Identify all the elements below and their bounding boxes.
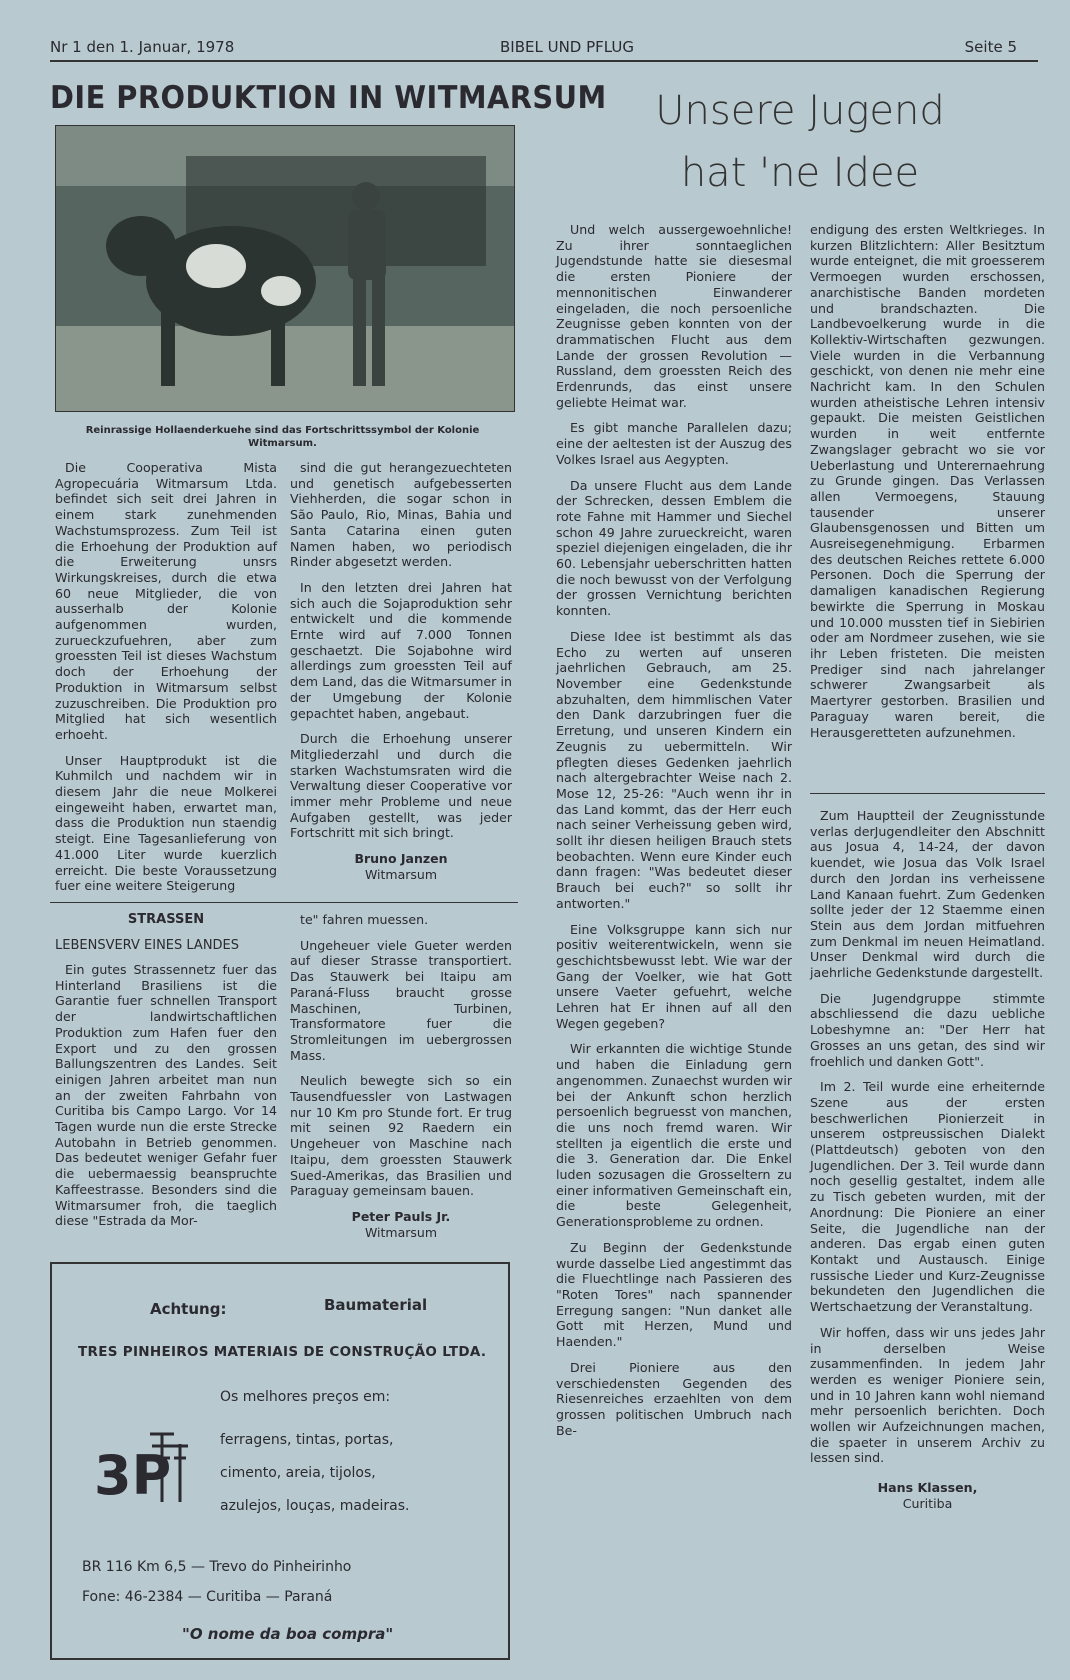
paragraph: Die Cooperativa Mista Agropecuária Witmarsum Ltda. befindet sich seit drei Jahren in einem stark zunehmenden Wachstumsprozess. Zum Teil ist die Erhoehung der Produktion auf die Erweiterung unsrs Wirkungskreises, durch die etwa 60 neue Mitglieder, die von ausserhalb der Kolonie aufgenommen wurden, zurueckzufuehren, aber zum groessten Teil ist dieses Wachstum doch der Erhoehung der Produktion in Witmarsum selbst zuzuschreiben. Die Produktion pro Mitglied hat sich wesentlich erhoeht. [55, 460, 277, 742]
paragraph: sind die gut herangezuechteten und genetisch aufgebesserten Viehherden, die sogar schon in São Paulo, Rio, Minas, Bahia und Santa Catarina einen guten Namen haben, wo periodisch Rinder abgesetzt werden. [290, 460, 512, 570]
ad-product-list [220, 1424, 409, 1523]
author-name: Peter Pauls Jr. [351, 1208, 451, 1224]
ad-product-line: ferragens, tintas, portas, [220, 1432, 394, 1448]
ad-product-line: cimento, areia, tijolos, [220, 1465, 376, 1481]
strassen-column-2 [290, 912, 512, 1240]
paragraph: Diese Idee ist bestimmt als das Echo zu werten auf unseren jaehrlichen Gebrauch, am 25. November eine Gedenkstunde abzuhalten, dem himmlischen Vater den Dank darzubringen fuer die Erretung, und unseren Kindern ein Zeugnis zu uebermitteln. Wir pflegten dieses Gedenken jaehrlich nach altergebrachter Weise nach 2. Mose 12, 25-26: "Auch wenn ihr in das Land kommt, das der Herr euch nach seiner Verheissung geben wird, sollt ihr diesen heiligen Brauch stets beobachten. Wenn eure Kinder euch dann fragen: "Was bedeutet dieser Brauch bei euch?" so sollt ihr antworten." [556, 628, 792, 911]
paragraph: Die Jugendgruppe stimmte abschliessend die dazu uebliche Lobeshymne an: "Der Herr hat Grosses an uns getan, des sind wir froehlich und danken Gott". [810, 990, 1045, 1069]
paragraph: endigung des ersten Weltkrieges. In kurzen Blitzlichtern: Aller Besitztum wurde enteignet, die mit groesserem Vermoegen wurden erschossen, anarchistische Banden mordeten und brandschazten. Die Landbevoelkerung wurde in die Kollektiv-Wirtschaften gezwungen. Viele wurden in die Verbannung geschickt, von denen nie mehr eine Nachricht kam. In den Schulen wurden atheistische Lehren intensiv gepaukt. Die meisten Geistlichen wurden in weit entfernte Zwangslager gebracht wo sie vor Ueberlastung und Unterernaehrung zu Grunde gingen. Das Verlassen allen Vermoegens, Stauung tausender unserer Glaubensgenossen und Bitten um Ausreisegenehmigung. Erbarmen des deutschen Reiches rettete 6.000 Personen. Doch die Sperrung der damaligen kanadischen Regierung bewirkte die Sperrung in Moskau und 10.000 mussten tief in Siebirien oder am Nordmeer zusehen, wie sie ihr Leben fristeten. Die meisten Prediger sind nach jahrelanger schwerer Zwangsarbeit als Maertyrer gestorben. Brasilien und Paraguay waren bereit, die Herausgeretteten aufzunehmen. [810, 222, 1045, 740]
ad-baumaterial: Baumaterial [324, 1296, 428, 1314]
paragraph: Unser Hauptprodukt ist die Kuhmilch und nachdem wir in diesem Jahr die neue Molkerei eingeweiht haben, erwartet man, dass die Produktion nun staendig steigt. Eine Tagesanlieferung von 41.000 Liter wurde kuerzlich erreicht. Die beste Voraussetzung fuer eine weitere Steigerung [55, 752, 277, 894]
ad-intro: Os melhores preços em: [220, 1389, 391, 1405]
advertisement-box [50, 1262, 510, 1660]
ad-contact [82, 1552, 351, 1612]
production-column-2 [290, 460, 512, 883]
paragraph: Ein gutes Strassennetz fuer das Hinterland Brasiliens ist die Garantie fuer schnellen Transport der landwirtschaftlichen Produktion zum Hafen fuer den Export und zu den grossen Ballungszentren des Landes. Seit einigen Jahren arbeitet man nun an der zweiten Fahrbahn von Curitiba bis Campo Largo. Vor 14 Tagen wurde nun die erste Strecke Autobahn in Betrieb genommen. Das bedeutet weniger Gefahr fuer die uebermaessig beanspruchte Kaffeestrasse. Besonders sind die Witmarsumer froh, die taeglich diese "Estrada da Mor- [55, 962, 277, 1229]
jugend-column-1 [556, 222, 792, 1448]
ad-product-line: azulejos, louças, madeiras. [220, 1498, 410, 1514]
paragraph: In den letzten drei Jahren hat sich auch die Sojaproduktion sehr entwickelt und die kommende Ernte wird auf 7.000 Tonnen geschaetzt. Die Sojabohne wird allerdings zum groessten Teil auf dem Land, das die Witmarsumer in der Umgebung der Kolonie gepachtet haben, angebaut. [290, 579, 512, 721]
article-subtitle-strassen: LEBENSVERV EINES LANDES [55, 938, 240, 953]
author-place: Curitiba [902, 1495, 953, 1511]
author-signature [290, 1209, 512, 1240]
newspaper-name: BIBEL UND PFLUG [500, 38, 635, 56]
paragraph: Zu Beginn der Gedenkstunde wurde dasselbe Lied angestimmt das die Fluechtlinge nach Passieren des "Roten Tores" nach spannender Erregung sangen: "Nun danket alle Gott mit Herzen, Mund und Haenden." [556, 1239, 792, 1350]
author-name: Bruno Janzen [354, 851, 448, 867]
cattle-photo [55, 125, 515, 412]
paragraph: Wir erkannten die wichtige Stunde und haben die Einladung gern angenommen. Zunaechst wurden wir bei der Ankunft schon herzlich persoenlich begruesst von manchen, die uns noch fremd waren. Wir stellten ja eigentlich die erste und die 3. Generation dar. Die Enkel luden sozusagen die Grosseltern zu einer informativen Gemeinschaft ein, die beste Gelegenheit, Generationsprobleme zu ordnen. [556, 1041, 792, 1230]
paragraph: Eine Volksgruppe kann sich nur positiv weiterentwickeln, wenn sie geschichtsbewusst lebt. Wie war der Gang der Voelker, wie hat Gott unsere Vaeter gefuehrt, welche Lehren hat Er ihnen auf all den Wegen gegeben? [556, 921, 792, 1031]
paragraph: Da unsere Flucht aus dem Lande der Schrecken, dessen Emblem die rote Fahne mit Hammer und Siechel schon 49 Jahre zurueckreicht, waren speziel diejenigen eingeladen, die ihr 60. Lebensjahr ueberschritten hatten die noch bewusst von der Verfolgung der grossen Vernichtung berichten konnten. [556, 477, 792, 619]
paragraph: Drei Pioniere aus den verschiedensten Gegenden des Riesenreiches erzaehlten von dem grossen politischen Umbruch nach Be- [556, 1359, 792, 1438]
logo-text: 3P [94, 1444, 172, 1504]
headline-line: hat 'ne Idee [680, 150, 920, 196]
article-headline-production: DIE PRODUKTION IN WITMARSUM [50, 80, 607, 116]
section-divider [810, 793, 1045, 794]
page-number: Seite 5 [964, 38, 1017, 56]
paragraph: Und welch aussergewoehnliche! Zu ihrer sonntaeglichen Jugendstunde hatte sie diesesmal die ersten Pioniere der mennonitischen Einwanderer eingeladen, die noch persoenliche Zeugnisse geben konnten von der drammatischen Flucht aus dem Lande der grossen Revolution — Russland, dem groessten Reich des Erdenrunds, das einst unsere geliebte Heimat war. [556, 222, 792, 410]
paragraph: Ungeheuer viele Gueter werden auf dieser Strasse transportiert. Das Stauwerk bei Itaipu am Paraná-Fluss braucht grosse Maschinen, Turbinen, Transformatore fuer die Stromleitungen im uebergrossen Mass. [290, 937, 512, 1063]
jugend-column-3 [810, 808, 1045, 1512]
ad-address: BR 116 Km 6,5 — Trevo do Pinheirinho [82, 1559, 352, 1575]
author-place: Witmarsum [364, 1224, 438, 1240]
author-signature [810, 1480, 1045, 1511]
author-signature [290, 851, 512, 882]
article-headline-jugend [600, 80, 1000, 204]
paragraph: te" fahren muessen. [300, 912, 429, 927]
production-column-1 [55, 460, 277, 904]
issue-date: Nr 1 den 1. Januar, 1978 [50, 38, 235, 56]
ad-company-name: TRES PINHEIROS MATERIAIS DE CONSTRUÇÃO LTDA. [78, 1344, 487, 1360]
author-place: Witmarsum [364, 866, 438, 882]
headline-line: Unsere Jugend [655, 88, 945, 134]
paragraph: Zum Hauptteil der Zeugnisstunde verlas derJugendleiter den Abschnitt aus Josua 4, 14-24, der davon kuendet, wie Josua das Volk Israel durch den Jordan ins verheissene Land Kanaan fuehrt. Zum Gedenken sollte jeder der 12 Staemme einen Stein aus dem Jordan mitfuehren zum Denkmal im neuen Heimatland. Unser Denkmal wird durch die jaehrliche Gedenkstunde dargestellt. [810, 808, 1045, 981]
author-name: Hans Klassen, [877, 1480, 978, 1496]
company-logo-3p [92, 1424, 192, 1504]
paragraph: Wir hoffen, dass wir uns jedes Jahr in derselben Weise zusammenfinden. In jedem Jahr werden es weniger Pioniere sein, und in 10 Jahren kann wohl niemand mehr persoenlich berichten. Doch wollen wir Aufzeichnungen machen, die spaeter in unserem Archiv zu lessen sind. [810, 1324, 1045, 1466]
paragraph: Es gibt manche Parallelen dazu; eine der aeltesten ist der Auszug des Volkes Israel aus Aegypten. [556, 420, 792, 467]
jugend-column-2 [810, 222, 1045, 750]
article-headline-strassen: STRASSEN [127, 912, 205, 927]
ad-phone: Fone: 46-2384 — Curitiba — Paraná [82, 1589, 333, 1605]
paragraph: Im 2. Teil wurde eine erheiternde Szene aus der ersten beschwerlichen Pionierzeit in unserem ostpreussischen Dialekt (Plattdeutsch) geboten von den Jugendlichen. Der 3. Teil wurde dann noch gesellig gestaltet, indem alle zu Tisch gebeten wurden, mit der Anordnung: Die Pioniere an einer Seite, die Jugendliche nan der anderen. Das ergab einen guten Kontakt und Austausch. Einige russische Lieder und Kurz-Zeugnisse bekundeten den Jugendlichen die Wertschaetzung der Veranstaltung. [810, 1079, 1045, 1315]
photo-caption: Reinrassige Hollaenderkuehe sind das Fortschrittssymbol der Kolonie Witmarsum. [85, 425, 480, 449]
paragraph: Durch die Erhoehung unserer Mitgliederzahl und durch die starken Wachstumsraten wird die Verwaltung dieser Cooperative vor immer mehr Probleme und neue Aufgaben gestellt, was jeder Fortschritt mit sich bringt. [290, 731, 512, 841]
paragraph: Neulich bewegte sich so ein Tausendfuessler von Lastwagen nur 10 Km pro Stunde fort. Er trug mit seinen 92 Raedern ein Ungeheuer von Maschine nach Itaipu, dem groessten Stauwerk Sued-Amerikas, das Brasilien und Paraguay gemeinsam bauen. [290, 1073, 512, 1199]
section-divider [50, 902, 518, 903]
cattle-photo-graphic [56, 126, 514, 411]
ad-achtung: Achtung: [150, 1300, 227, 1318]
page-header [50, 38, 1035, 60]
ad-slogan: "O nome da boa compra" [182, 1625, 394, 1643]
header-rule [50, 60, 1038, 62]
strassen-column-1 [55, 962, 277, 1239]
